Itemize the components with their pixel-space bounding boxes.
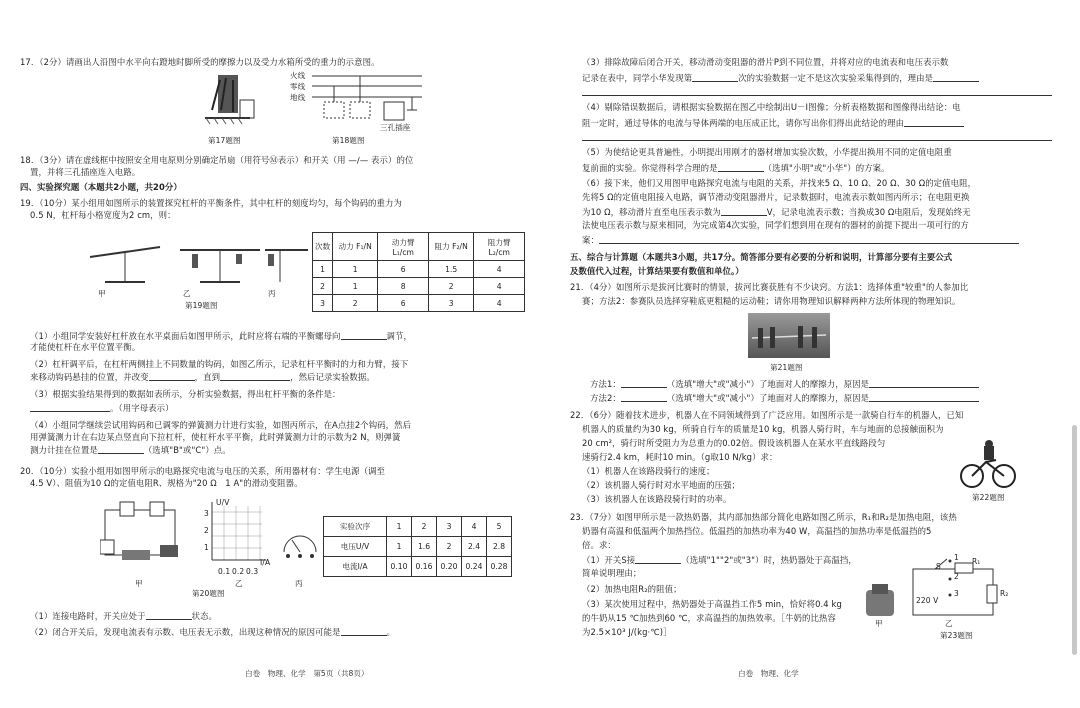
table-cell: 4 [462, 517, 487, 537]
question-23-1-line-2: 简单说明理由； [582, 568, 642, 578]
socket-label: 三孔插座 [380, 123, 411, 132]
fig20-label-a: 甲 [135, 579, 143, 588]
right-page-footer: 白卷 物理、化学 [738, 669, 799, 678]
table-cell: 2 [437, 537, 462, 557]
table-cell: 2.4 [462, 537, 487, 557]
question-18-line-2: 置，并将三孔插座连入电路。 [30, 167, 141, 177]
question-23-line-3: 倍。求： [582, 540, 616, 550]
r1-label: R₁ [972, 557, 981, 566]
fig23-label-b: 乙 [945, 619, 953, 628]
table-cell: 2 [333, 295, 378, 312]
r2-label: R₂ [1000, 589, 1009, 598]
caption-17: 第17题图 [208, 136, 241, 145]
table-cell: 2 [313, 278, 333, 295]
left-page [20, 0, 540, 708]
question-20-6-line-5: 案： [582, 234, 1019, 246]
table-cell: 8 [378, 278, 429, 295]
table-cell: 实验次序 [324, 517, 387, 537]
question-20-4-line-2: 阻一定时，通过导体的电流与导体两端的电压成正比，请你写出你们得出此结论的理由 [582, 117, 964, 129]
question-20-5-line-2: 复前面的实验。你觉得科学合理的是 （选填"小明"或"小华"）的方案。 [582, 163, 890, 173]
question-19-line-2: 0.5 N，杠杆每小格宽度为2 cm，则： [30, 210, 176, 220]
question-20-line-2: 4.5 V）、阻值为10 Ω的定值电阻R、规格为"20 Ω 1 A"的滑动变阻器。 [30, 478, 303, 488]
graph-x-tick: 0.3 [246, 567, 259, 576]
question-22-line-1: 22．（6分）随着技术进步，机器人在不同领域得到了广泛应用。如图所示是一款骑自行车的机器人，已知 [570, 410, 964, 420]
question-20-6-line-2: 先将5 Ω的定值电阻接入电路，调节滑动变阻器滑片，记录数据时，电流表示数如图丙所示；在电阻更换 [582, 192, 970, 202]
graph-y-tick: 3 [204, 509, 209, 518]
vertical-scrollbar[interactable] [1072, 425, 1077, 655]
figure-21-tug-of-war-photo [748, 313, 830, 358]
question-22-line-4: 速骑行2.4 km，耗时10 min。（g取10 N/kg）求： [582, 452, 778, 462]
contact-1-label: 1 [954, 553, 959, 562]
table-cell: 2 [412, 517, 437, 537]
question-20-6-line-4: 法使电压表示数与原来相同，为完成第4次实验，同学们想到用在现有的器材的前提下提出一项可行的方 [582, 220, 969, 230]
fig23-label-a: 甲 [875, 619, 883, 628]
table-row [313, 295, 525, 312]
table-19-header: 次数 [313, 233, 333, 261]
table-cell: 1 [387, 537, 412, 557]
table-cell: 0.24 [462, 557, 487, 577]
table-19-header: 阻力臂 L₂/cm [474, 233, 525, 261]
question-21-line-2: 赛；方法2：参赛队员选择穿鞋底更粗糙的运动鞋；请你用物理知识解释两种方法所体现的物理知识。 [582, 296, 961, 306]
question-23-line-2: 奶器有高温和低温两个加热挡位。低温挡的加热功率为40 W，高温挡的加热功率是低温挡的5 [582, 526, 932, 536]
figure-22-robot-bicycle [958, 440, 1018, 490]
question-19-line-1: 19．（10分）某小组用如图所示的装置探究杠杆的平衡条件，其中杠杆的刻度均匀，每个钩码的重力为 [20, 198, 402, 208]
question-23-3-line-3: 为2.5×10³ J/(kg·℃)］ [582, 627, 672, 637]
table-cell: 0.28 [487, 557, 512, 577]
question-20-3-line-1: （3）排除故障后闭合开关，移动滑动变阻器的滑片P到不同位置，并将对应的电流表和电压表示数 [582, 57, 949, 67]
figure-17-foot-box [200, 70, 260, 130]
question-23-1-line-1: （1）开关S接 （选填"1""2"或"3"）时，热奶器处于高温挡， [582, 555, 857, 565]
graph-x-tick: 0.1 [218, 567, 231, 576]
table-19-header: 阻力 F₂/N [429, 233, 474, 261]
table-cell: 2.8 [487, 537, 512, 557]
fig20-label-b: 乙 [235, 579, 243, 588]
question-17: 17．（2分）请画出人沿图中水平向右蹬地时脚所受的摩擦力以及受力水箱所受的重力的示意图。 [20, 57, 380, 67]
neutral-wire-label: 零线 [290, 82, 306, 91]
question-20-5-line-1: （5）为使结论更具普遍性，小明提出用刚才的器材增加实验次数，小华提出换用不同的定值电阻重 [582, 147, 952, 157]
contact-2-label: 2 [954, 572, 959, 581]
table-cell: 3 [437, 517, 462, 537]
figure-20-ammeter [280, 530, 320, 560]
section-4-title: 四、实验探究题（本题共2小题，共20分） [20, 182, 182, 192]
fig19-label-c: 丙 [268, 289, 276, 298]
table-20 [323, 516, 512, 577]
table-19-header: 动力臂 L₁/cm [378, 233, 429, 261]
question-19-2-line-1: （2）杠杆调平后，在杠杆两侧挂上不同数量的钩码，如图乙所示，记录杠杆平衡时的力和力臂，接下 [30, 359, 409, 369]
table-cell: 1 [313, 261, 333, 278]
table-cell: 0.20 [437, 557, 462, 577]
right-page [560, 0, 1060, 708]
question-23-3-line-2: 的牛奶从15 ℃加热到60 ℃，求高温挡的加热效率。［牛奶的比热容 [582, 613, 836, 623]
caption-19: 第19题图 [185, 301, 218, 310]
table-cell: 1.5 [429, 261, 474, 278]
question-23-3-line-1: （3）某次使用过程中，热奶器处于高温挡工作5 min，恰好将0.4 kg [582, 599, 842, 609]
graph-x-tick: 0.2 [232, 567, 245, 576]
fig19-label-b: 乙 [183, 289, 191, 298]
question-19-4-line-2: 用弹簧测力计在右边某点竖直向下拉杠杆，使杠杆水平平衡，此时弹簧测力计的示数为2 N，则弹簧 [30, 432, 401, 442]
question-19-4-line-3: 测力计挂在位置是 （选填"B"或"C"）点。 [30, 445, 231, 455]
question-20-6-line-3: 为10 Ω，移动滑片直至电压表示数为 V，记录电流表示数；当换成30 Ω电阻后，发现始终无 [582, 207, 971, 217]
table-cell: 2 [429, 278, 474, 295]
question-20-4-line-1: （4）剔除错误数据后，请根据实验数据在图乙中绘制出U－I图像；分析表格数据和图像得出结论：电 [582, 102, 961, 112]
question-21-method-2: 方法2： （选填"增大"或"减小"）了地面对人的摩擦力，原因是 [590, 392, 979, 404]
table-cell: 4 [474, 295, 525, 312]
section-5-title-line-1: 五、综合与计算题（本题共3小题，共17分。简答部分要有必要的分析和说明，计算部分要有主要公式 [570, 252, 953, 262]
table-cell: 1 [333, 261, 378, 278]
question-19-4-line-1: （4）小组同学继续尝试用钩码和已调零的弹簧测力计进行实验，如图丙所示，在A点挂2个钩码，然后 [30, 420, 412, 430]
question-19-1-line-2: 才能使杠杆在水平位置平衡。 [30, 342, 141, 352]
table-cell: 1 [387, 517, 412, 537]
live-wire-label: 火线 [290, 71, 306, 80]
figure-20-circuit [100, 500, 190, 575]
table-cell: 4 [474, 261, 525, 278]
table-cell: 1 [333, 278, 378, 295]
supply-voltage-label: 220 V [916, 596, 939, 605]
question-19-1-line-1: （1）小组同学安装好杠杆放在水平桌面后如图甲所示，此时应将右端的平衡螺母向 调节， [30, 331, 412, 341]
question-20-line-1: 20．（10分）实验小组用如图甲所示的电路探究电流与电压的关系，所用器材有：学生电源（调至 [20, 466, 385, 476]
table-cell: 0.10 [387, 557, 412, 577]
table-cell: 6 [378, 295, 429, 312]
table-cell: 4 [474, 278, 525, 295]
table-row [324, 517, 512, 537]
table-19 [312, 232, 525, 312]
caption-23: 第23题图 [940, 631, 973, 640]
table-19-header: 动力 F₁/N [333, 233, 378, 261]
left-page-footer: 白卷 物理、化学 第5页（共8页） [245, 669, 369, 678]
table-cell: 0.16 [412, 557, 437, 577]
answer-line [582, 95, 1052, 96]
question-22-line-3: 20 cm²，骑行时所受阻力为总重力的0.02倍。假设该机器人在某水平直线路段匀 [582, 438, 886, 448]
fig19-label-a: 甲 [98, 289, 106, 298]
question-22-1: （1）机器人在该路段骑行的速度； [582, 466, 715, 476]
table-row [313, 261, 525, 278]
table-cell: 5 [487, 517, 512, 537]
switch-label: S [936, 562, 941, 571]
question-19-3-line-2: 。（用字母表示） [30, 402, 174, 414]
question-20-1: （1）连接电路时，开关应处于 状态。 [30, 611, 218, 621]
question-23-line-1: 23．（7分）如图甲所示是一款热奶器，其内部加热部分简化电路如图乙所示，R₁和R₂是加热电阻，该热 [570, 512, 957, 522]
fig20-label-c: 丙 [295, 579, 303, 588]
question-20-3-line-2: 记录在表中，同学小华发现第 次的实验数据一定不是这次实验采集得到的，理由是 [582, 72, 979, 84]
figure-19-levers [80, 232, 310, 292]
graph-y-tick: 2 [204, 526, 209, 535]
question-19-2-line-2: 来移动钩码悬挂的位置，并改变 ，直到 ，然后记录实验数据。 [30, 372, 375, 382]
caption-18: 第18题图 [332, 136, 365, 145]
table-cell: 电压U/V [324, 537, 387, 557]
question-21-method-1: 方法1： （选填"增大"或"减小"）了地面对人的摩擦力，原因是 [590, 378, 979, 390]
table-row [324, 557, 512, 577]
contact-3-label: 3 [954, 589, 959, 598]
section-5-title-line-2: 及数值代入过程，计算结果要有数值和单位。） [570, 266, 744, 276]
answer-line [582, 140, 1052, 141]
table-cell: 电流I/A [324, 557, 387, 577]
question-20-2: （2）闭合开关后，发现电流表有示数、电压表无示数，出现这种情况的原因可能是 。 [30, 627, 396, 637]
graph-y-axis-label: U/V [216, 498, 230, 507]
caption-20: 第20题图 [192, 589, 225, 598]
question-22-3: （3）该机器人在该路段骑行时的功率。 [582, 494, 732, 504]
graph-x-axis-label: I/A [260, 558, 271, 567]
figure-18-circuit [312, 70, 437, 130]
question-22-line-2: 机器人的质量约为30 kg，所骑自行车的质量是10 kg，机器人骑行时，车与地面的总接触面积为 [582, 424, 944, 434]
question-21-line-1: 21．（4分）如图所示是拔河比赛时的情景，拔河比赛获胜有不少诀窍。方法1：选择体重"较重"的人参加比 [570, 282, 969, 292]
table-cell: 1.6 [412, 537, 437, 557]
table-row [313, 278, 525, 295]
table-cell: 3 [429, 295, 474, 312]
question-18-line-1: 18．（3分）请在虚线框中按照安全用电原则分别确定吊扇（用符号Ⓜ表示）和开关（用 —∕— 表示）的位 [20, 155, 414, 165]
question-20-6-line-1: （6）接下来，他们又用图甲电路探究电流与电阻的关系，并找来5 Ω、10 Ω、20 Ω、30 Ω的定值电阻， [582, 178, 977, 188]
caption-21: 第21题图 [770, 363, 803, 372]
table-cell: 3 [313, 295, 333, 312]
graph-y-tick: 1 [204, 543, 209, 552]
ground-wire-label: 地线 [290, 93, 306, 102]
question-23-2: （2）加热电阻R₂的阻值； [582, 584, 682, 594]
question-22-2: （2）该机器人骑行时对水平地面的压强； [582, 480, 740, 490]
table-cell: 6 [378, 261, 429, 278]
question-19-3-line-1: （3）根据实验结果得到的数据如表所示，分析实验数据，得出杠杆平衡的条件是： [30, 389, 341, 399]
table-row [324, 537, 512, 557]
figure-23-milk-warmer-photo [860, 580, 900, 620]
caption-22: 第22题图 [972, 493, 1005, 502]
